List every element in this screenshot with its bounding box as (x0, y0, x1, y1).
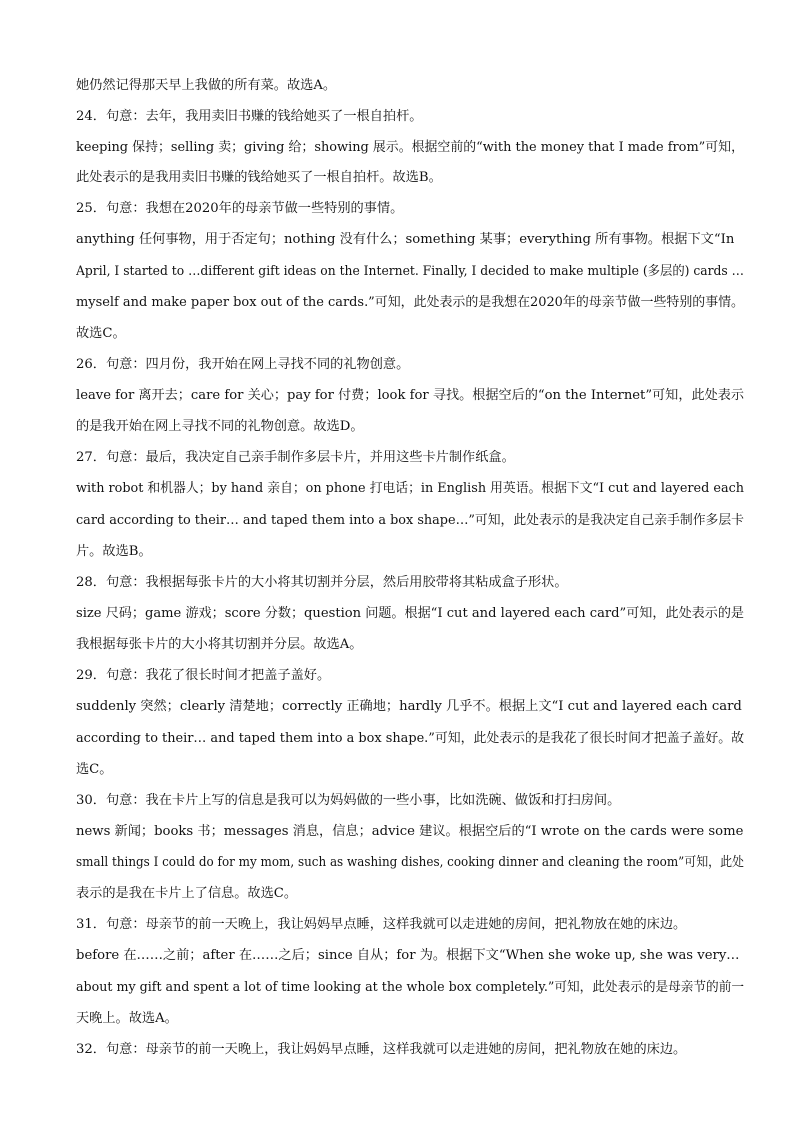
text-line: news 新闻；books 书；messages 消息，信息；advice 建议。根据空后的“I wrote on the cards were some (76, 824, 744, 839)
text-line: 30．句意：我在卡片上写的信息是我可以为妈妈做的一些小事，比如洗碗、做饭和打扫房间。 (76, 793, 621, 808)
text-line: 我根据每张卡片的大小将其切割并分层。故选A。 (76, 637, 363, 652)
text-line: anything 任何事物，用于否定句；nothing 没有什么；something 某事；everything 所有事物。根据下文“In (76, 232, 735, 247)
text-line: leave for 离开去；care for 关心；pay for 付费；look for 寻找。根据空后的“on the Internet”可知，此处表示 (76, 388, 744, 403)
text-line: myself and make paper box out of the cards.”可知，此处表示的是我想在2020年的母亲节做一些特别的事情。 (76, 295, 744, 310)
text-line: before 在……之前；after 在……之后；since 自从；for 为。根据下文“When she woke up, she was very… (76, 948, 740, 963)
text-line: small things I could do for my mom, such as washing dishes, cooking dinner and cleaning the room”可知，此处 (76, 855, 744, 870)
text-line: 片。故选B。 (76, 544, 152, 559)
text-line: size 尺码；game 游戏；score 分数；question 问题。根据“I cut and layered each card”可知，此处表示的是 (76, 606, 744, 621)
text-line: 表示的是我在卡片上了信息。故选C。 (76, 886, 298, 901)
text-line: 26．句意：四月份，我开始在网上寻找不同的礼物创意。 (76, 357, 410, 372)
text-line: suddenly 突然；clearly 清楚地；correctly 正确地；hardly 几乎不。根据上文“I cut and layered each card (76, 699, 742, 714)
text-line: with robot 和机器人；by hand 亲自；on phone 打电话；in English 用英语。根据下文“I cut and layered each (76, 481, 744, 496)
text-line: April, I started to …different gift ideas on the Internet. Finally, I decided to make multiple (多层的) cards … (76, 264, 744, 279)
text-line: 24．句意：去年，我用卖旧书赚的钱给她买了一根自拍杆。 (76, 109, 423, 124)
text-line: about my gift and spent a lot of time looking at the whole box completely.”可知，此处表示的是母亲节的前一 (76, 980, 744, 995)
text-line: 选C。 (76, 762, 113, 777)
text-line: 此处表示的是我用卖旧书赚的钱给她买了一根自拍杆。故选B。 (76, 170, 442, 185)
text-line: 27．句意：最后，我决定自己亲手制作多层卡片，并用这些卡片制作纸盒。 (76, 450, 515, 465)
text-line: 28．句意：我根据每张卡片的大小将其切割并分层，然后用胶带将其粘成盒子形状。 (76, 575, 568, 590)
text-line: keeping 保持；selling 卖；giving 给；showing 展示。根据空前的“with the money that I made from”可知， (76, 140, 744, 155)
text-line: 25．句意：我想在2020年的母亲节做一些特别的事情。 (76, 201, 404, 216)
text-line: 她仍然记得那天早上我做的所有菜。故选A。 (76, 78, 337, 93)
text-line: card according to their… and taped them into a box shape…”可知，此处表示的是我决定自己亲手制作多层卡 (76, 513, 744, 528)
text-line: 32．句意：母亲节的前一天晚上，我让妈妈早点睡，这样我就可以走进她的房间，把礼物放在她的床边。 (76, 1042, 687, 1057)
text-line: 故选C。 (76, 326, 126, 341)
text-line: 31．句意：母亲节的前一天晚上，我让妈妈早点睡，这样我就可以走进她的房间，把礼物放在她的床边。 (76, 917, 687, 932)
text-line: according to their… and taped them into a box shape.”可知，此处表示的是我花了很长时间才把盖子盖好。故 (76, 731, 744, 746)
text-line: 29．句意：我花了很长时间才把盖子盖好。 (76, 668, 331, 683)
text-line: 天晚上。故选A。 (76, 1011, 178, 1026)
text-line: 的是我开始在网上寻找不同的礼物创意。故选D。 (76, 419, 364, 434)
